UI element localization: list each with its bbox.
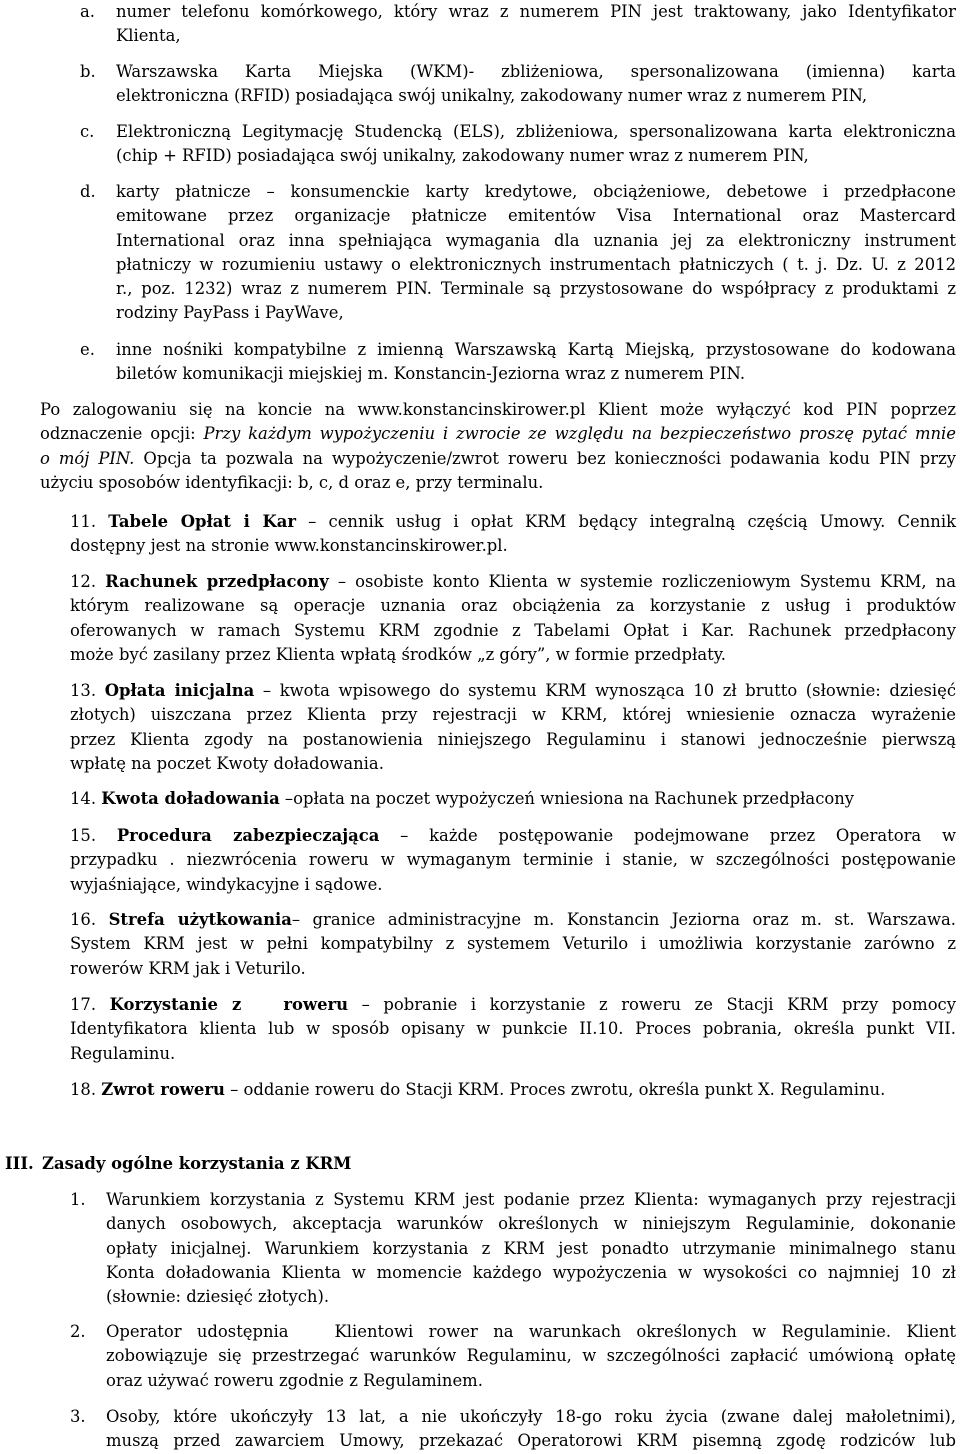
definition-term: Strefa użytkowania: [108, 910, 292, 929]
rule-number: 1.: [70, 1190, 86, 1209]
text-line: (chip + RFID) posiadająca swój unikalny, zakodowany numer wraz z numerem PIN,: [116, 146, 809, 166]
list-marker: c.: [80, 122, 95, 141]
definition-term: Procedura zabezpieczająca: [116, 826, 380, 845]
definition-term: Kwota doładowania: [101, 789, 280, 808]
option-label-end: o mój PIN.: [40, 448, 135, 468]
rule-number: 3.: [70, 1407, 86, 1426]
definition-term: Opłata inicjalna: [104, 681, 255, 700]
text-line: Warszawska Karta Miejska (WKM)- zbliżeniowa, spersonalizowana (imienna) karta: [116, 62, 956, 81]
definition-term: Korzystanie z roweru: [109, 995, 349, 1014]
definition-first-line: [70, 908, 956, 932]
text-line: International oraz inna spełniająca wymagania dla uznania jej za elektroniczny instrument: [116, 230, 956, 250]
definition-item: [70, 1078, 956, 1102]
definition-number: 13.: [70, 681, 97, 700]
text-line: Regulaminu.: [70, 1043, 176, 1063]
text-line: Identyfikatora klienta lub w sposób opisany w punkcie II.10. Proces pobrania, określa punkt VII.: [70, 1019, 956, 1039]
text-line: (słownie: dziesięć złotych).: [106, 1287, 330, 1307]
text-line: System KRM jest w pełni kompatybilny z systemem Veturilo i umożliwia korzystanie zarówno z: [70, 934, 956, 954]
definition-item: [70, 824, 956, 897]
definition-number: 15.: [70, 826, 97, 845]
definition-first-line: [70, 570, 956, 594]
list-marker: b.: [80, 62, 96, 81]
text-line: Klienta,: [116, 26, 181, 46]
text-line: Warunkiem korzystania z Systemu KRM jest podanie przez Klienta: wymaganych przy rejestracji: [106, 1190, 956, 1209]
paragraph-line: odznaczenie opcji: Przy każdym wypożyczeniu i zwrocie ze względu na bezpieczeństwo proszę pytać mnie: [40, 424, 956, 444]
rule-text: [106, 1405, 956, 1454]
definition-item: [70, 510, 956, 559]
definition-number: 16.: [70, 910, 97, 929]
list-marker: e.: [80, 340, 95, 359]
text-line: muszą przed zawarciem Umowy, przekazać Operatorowi KRM pisemną zgodę rodziców lub: [106, 1431, 956, 1451]
definition-item: [70, 679, 956, 776]
text-line: elektroniczna (RFID) posiadająca swój unikalny, zakodowany numer wraz z numerem PIN,: [116, 86, 868, 106]
definition-text: –opłata na poczet wypożyczeń wniesiona na Rachunek przedpłacony: [279, 789, 855, 808]
section-number: III.: [5, 1154, 34, 1173]
text-line: może być zasilany przez Klienta wpłatą środków „z góry”, w formie przedpłaty.: [70, 644, 726, 664]
list-item-text: [116, 0, 956, 49]
text-line: karty płatnicze – konsumenckie karty kredytowe, obciążeniowe, debetowe i przedpłacone: [116, 182, 956, 201]
text-line: r., poz. 1232) wraz z numerem PIN. Terminale są przystosowane do współpracy z produktami z: [116, 279, 956, 299]
paragraph-line: użyciu sposobów identyfikacji: b, c, d oraz e, przy terminalu.: [40, 472, 544, 492]
list-item-text: [116, 338, 956, 387]
text-line: oferowanych w ramach Systemu KRM zgodnie z Tabelami Opłat i Kar. Rachunek przedpłacony: [70, 620, 956, 640]
text-line: wyjaśniające, windykacyjne i sądowe.: [70, 874, 383, 894]
text-line: złotych) uiszczana przez Klienta przy rejestracji w KRM, której wniesienie oznacza wyrażenie: [70, 705, 956, 725]
text-line: rodziny PayPass i PayWave,: [116, 303, 344, 323]
list-marker: a.: [80, 2, 95, 21]
definition-first-line: [70, 824, 956, 848]
paragraph-line: Po zalogowaniu się na koncie na www.konstancinskirower.pl Klient może wyłączyć kod PIN poprzez: [40, 400, 956, 419]
section-title: Zasady ogólne korzystania z KRM: [42, 1154, 352, 1173]
list-item-text: [116, 60, 956, 109]
option-label: Przy każdym wypożyczeniu i zwrocie ze względu na bezpieczeństwo proszę pytać mnie: [203, 424, 956, 444]
definition-number: 18.: [70, 1080, 97, 1099]
definition-number: 17.: [70, 995, 97, 1014]
definition-item: [70, 570, 956, 667]
list-item-text: [116, 180, 956, 326]
rule-number: 2.: [70, 1322, 86, 1341]
definition-term: Rachunek przedpłacony: [105, 572, 329, 591]
definition-item: [70, 908, 956, 981]
text-line: emitowane przez organizacje płatnicze emitentów Visa International oraz Mastercard: [116, 206, 956, 226]
definition-text: – cennik usług i opłat KRM będący integralną częścią Umowy. Cennik: [296, 512, 956, 531]
text-line: którym realizowane są operacje uznania oraz obciążenia za korzystanie z usług i produktów: [70, 596, 956, 616]
rule-text: [106, 1320, 956, 1393]
text-line: płatniczy w rozumieniu ustawy o elektronicznych instrumentach płatniczych ( t. j. Dz. U. z 2012: [116, 254, 956, 274]
rule-text: [106, 1188, 956, 1309]
definition-term: Zwrot roweru: [101, 1080, 225, 1099]
text-line: Operator udostępnia Klientowi rower na warunkach określonych w Regulaminie. Klient: [106, 1322, 956, 1341]
definition-text: – pobranie i korzystanie z roweru ze Stacji KRM przy pomocy: [348, 995, 956, 1014]
text-line: wpłatę na poczet Kwoty doładowania.: [70, 753, 384, 773]
text-line: inne nośniki kompatybilne z imienną Warszawską Kartą Miejską, przystosowane do kodowana: [116, 340, 956, 359]
text-line: opłaty inicjalnej. Warunkiem korzystania z KRM jest ponadto utrzymanie minimalnego stanu: [106, 1238, 956, 1258]
text-line: biletów komunikacji miejskiej m. Konstancin-Jeziorna wraz z numerem PIN.: [116, 364, 746, 384]
definition-first-line: [70, 510, 956, 534]
text-line: danych osobowych, akceptacja warunków określonych w niniejszym Regulaminie, dokonanie: [106, 1214, 956, 1234]
definition-number: 11.: [70, 512, 97, 531]
list-item-text: [116, 120, 956, 169]
definition-text: – osobiste konto Klienta w systemie rozliczeniowym Systemu KRM, na: [328, 572, 956, 591]
text-line: numer telefonu komórkowego, który wraz z numerem PIN jest traktowany, jako Identyfikator: [116, 2, 956, 21]
definition-number: 14.: [70, 789, 97, 808]
definition-first-line: [70, 993, 956, 1017]
definition-item: [70, 787, 956, 811]
definition-number: 12.: [70, 572, 97, 591]
text-line: zobowiązuje się przestrzegać warunków Regulaminu, w szczególności zapłacić umówioną opłatę: [106, 1346, 956, 1366]
text-line: Elektroniczną Legitymację Studencką (ELS), zbliżeniowa, spersonalizowana karta elektroniczna: [116, 122, 956, 141]
list-marker: d.: [80, 182, 96, 201]
definition-text: – granice administracyjne m. Konstancin Jeziorna oraz m. st. Warszawa.: [291, 910, 956, 929]
text-line: przypadku . niezwrócenia roweru w wymaganym terminie i stanie, w szczególności postępowanie: [70, 850, 956, 870]
paragraph-line: o mój PIN. Opcja ta pozwala na wypożyczenie/zwrot roweru bez konieczności podawania kodu PIN przy: [40, 448, 956, 468]
text-line: dostępny jest na stronie www.konstancinskirower.pl.: [70, 536, 508, 556]
definition-text: – kwota wpisowego do systemu KRM wynosząca 10 zł brutto (słownie: dziesięć: [254, 681, 957, 700]
text-line: Osoby, które ukończyły 13 lat, a nie ukończyły 18-go roku życia (zwane dalej małoletnimi),: [106, 1407, 956, 1426]
definition-item: [70, 993, 956, 1066]
definition-first-line: [70, 1078, 956, 1102]
definition-text: – oddanie roweru do Stacji KRM. Proces zwrotu, określa punkt X. Regulaminu.: [224, 1080, 886, 1099]
definition-text: – każde postępowanie podejmowane przez Operatora w: [379, 826, 956, 845]
definition-first-line: [70, 787, 956, 811]
text-line: rowerów KRM jak i Veturilo.: [70, 958, 306, 978]
text-line: Konta doładowania Klienta w momencie każdego wypożyczenia w wysokości co najmniej 10 zł: [106, 1262, 956, 1282]
pin-paragraph: [40, 398, 956, 495]
definition-first-line: [70, 679, 956, 703]
section-heading: [5, 1152, 905, 1176]
text-line: przez Klienta zgody na postanowienia niniejszego Regulaminu i stanowi jednocześnie pierwszą: [70, 729, 956, 749]
definition-term: Tabele Opłat i Kar: [108, 512, 296, 531]
text-line: oraz używać roweru zgodnie z Regulaminem.: [106, 1370, 483, 1390]
